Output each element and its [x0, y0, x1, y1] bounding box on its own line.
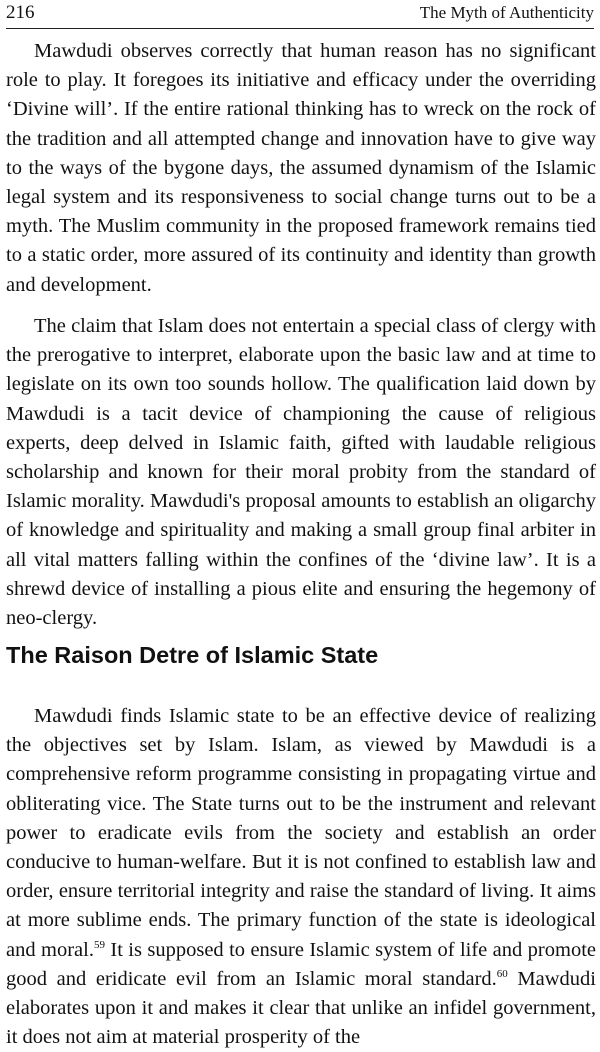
- paragraph-text: It is supposed to ensure Islamic system of life and promote good and eridicate evil from an Islamic moral standard.: [6, 938, 596, 990]
- footnote-ref-60: 60: [496, 968, 508, 980]
- running-header: [6, 0, 594, 29]
- section-paragraph: [6, 702, 596, 1052]
- paragraph-text: Mawdudi elaborates upon it and makes it clear that unlike an infidel government, it does not aim at material prosperity of the: [6, 967, 596, 1049]
- body-paragraph: The claim that Islam does not entertain a special class of clergy with the prerogative to interpret, elaborate upon the basic law and at time to legislate on its own too sounds hollow. The qualification laid down by Mawdudi is a tacit device of championing the cause of religious experts, deep delved in Islamic faith, gifted with laudable religious scholarship and known for their moral probity from the standard of Islamic morality. Mawdudi's proposal amounts to establish an oligarchy of knowledge and spirituality and making a small group final arbiter in all vital matters falling within the confines of the ‘divine law’. It is a shrewd device of installing a pious elite and ensuring the hegemony of neo-clergy.: [6, 315, 596, 630]
- running-title: The Myth of Authenticity: [419, 3, 594, 22]
- page-number: 216: [6, 2, 35, 23]
- section-heading: The Raison Detre of Islamic State: [6, 642, 379, 668]
- footnote-ref-59: 59: [93, 938, 105, 951]
- paragraph-text: Mawdudi finds Islamic state to be an effective device of realizing the objectives set by Islam. Islam, as viewed by Mawdudi is a comprehensive reform programme consisting in propagating virtue and obliterating vice. The State turns out to be the instrument and relevant power to eradicate evils from the society and establish an order conducive to human-welfare. But it is not confined to establish law and order, ensure territorial integrity and raise the standard of living. It aims at more sublime ends. The primary function of the state is ideological and moral.: [6, 705, 596, 961]
- body-paragraph: Mawdudi observes correctly that human reason has no significant role to play. It foregoes its initiative and efficacy under the overriding ‘Divine will’. If the entire rational thinking has to wreck on the rock of the tradition and all attempted change and innovation have to give way to the ways of the bygone days, the assumed dynamism of the Islamic legal system and its responsiveness to social change turns out to be a myth. The Muslim community in the proposed framework remains tied to a static order, more assured of its continuity and identity than growth and development.: [6, 40, 596, 296]
